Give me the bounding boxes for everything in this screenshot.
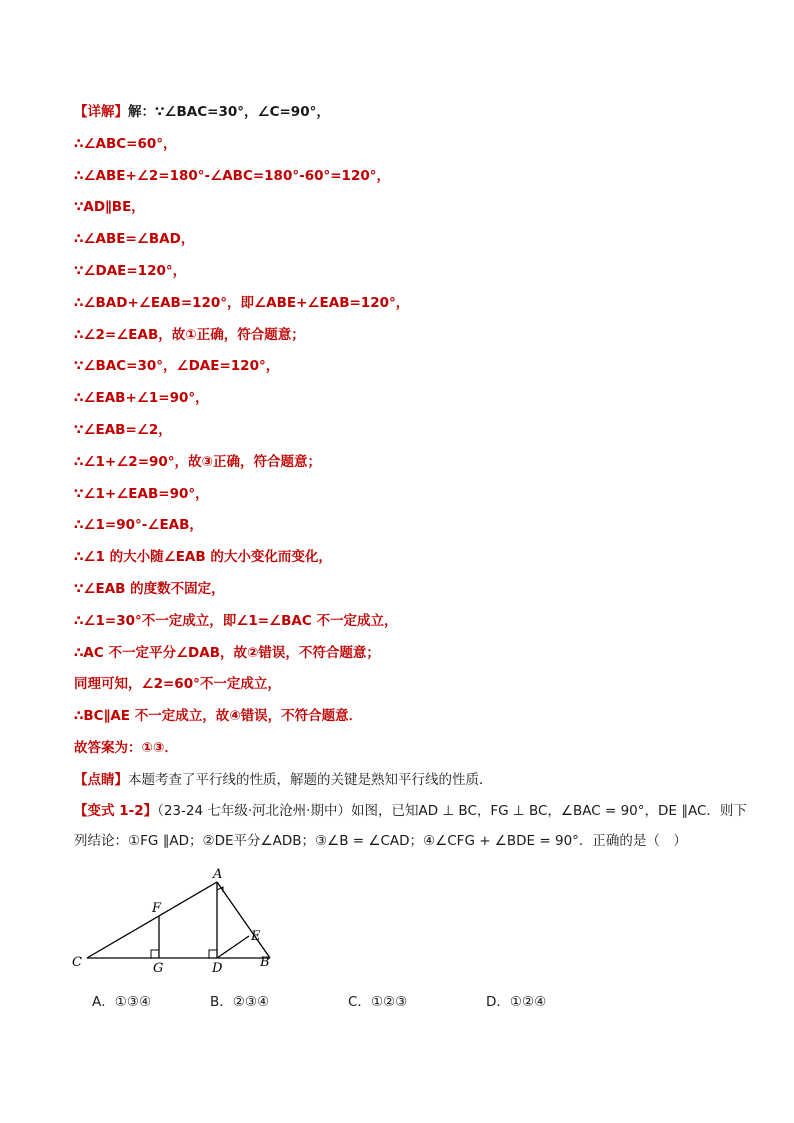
question-text-1: 如图，已知AD ⊥ BC，FG ⊥ BC，∠BAC = 90°，DE ∥AC．则下	[350, 802, 747, 819]
label-a: A	[213, 867, 223, 882]
option-text: ①②④	[509, 994, 547, 1010]
label-e: E	[251, 929, 261, 944]
solution-heading: 【详解】	[74, 104, 128, 120]
option-letter: C．	[348, 994, 371, 1010]
solution-line: ∵∠BAC=30°，∠DAE=120°，	[74, 358, 280, 375]
solution-line: ∴∠ABC=60°，	[74, 135, 177, 152]
question-source: （23-24 七年级·河北沧州·期中）	[157, 802, 351, 819]
solution-line: ∴∠ABE=∠BAD，	[74, 231, 195, 248]
answer-line: 故答案为：①③．	[74, 739, 178, 756]
solution-line: ∵∠DAE=120°，	[74, 262, 187, 279]
solution-line: ∵∠EAB=∠2，	[74, 421, 172, 438]
solution-line: ∴∠BAD+∠EAB=120°，即∠ABE+∠EAB=120°，	[74, 294, 410, 311]
option-a[interactable]	[92, 990, 151, 1010]
solution-line: ∴∠1 的大小随∠EAB 的大小变化而变化，	[74, 549, 332, 566]
line-ca	[87, 882, 217, 958]
solution-line: ∴∠2=∠EAB，故①正确，符合题意；	[74, 326, 305, 343]
option-b[interactable]	[210, 990, 269, 1010]
line-de	[217, 936, 249, 958]
option-d[interactable]	[486, 990, 546, 1010]
option-letter: B．	[210, 994, 233, 1010]
line-ab	[217, 882, 270, 958]
option-letter: D．	[486, 994, 510, 1010]
label-f: F	[152, 901, 162, 916]
label-c: C	[72, 955, 82, 970]
geometry-figure	[70, 862, 290, 977]
solution-line: ∴AC 不一定平分∠DAB，故②错误，不符合题意；	[74, 644, 380, 661]
right-angle-g	[151, 950, 159, 958]
comment-heading: 【点睛】	[74, 771, 128, 788]
answer-options	[92, 990, 692, 1014]
solution-line: ∵∠1+∠EAB=90°，	[74, 485, 209, 502]
solution-line: ∵AD∥BE，	[74, 199, 145, 216]
option-letter: A．	[92, 994, 115, 1010]
solution-line: ∴∠ABE+∠2=180°-∠ABC=180°-60°=120°，	[74, 167, 390, 184]
option-text: ②③④	[232, 994, 270, 1010]
solution-line: 同理可知，∠2=60°不一定成立，	[74, 676, 281, 693]
solution-line: ∴∠1=90°-∠EAB，	[74, 517, 203, 534]
label-d: D	[212, 961, 223, 976]
right-angle-d	[209, 950, 217, 958]
option-c[interactable]	[348, 990, 407, 1010]
question-tag: 【变式 1-2】	[74, 802, 158, 819]
option-text: ①②③	[370, 994, 408, 1010]
triangle-diagram	[70, 862, 290, 977]
solution-line: ∴∠EAB+∠1=90°，	[74, 390, 209, 407]
solution-block	[74, 100, 747, 859]
solution-line: ∴∠1+∠2=90°，故③正确，符合题意；	[74, 453, 321, 470]
question-line-1	[74, 799, 747, 829]
solution-text: 解：∵∠BAC=30°，∠C=90°，	[128, 104, 330, 120]
comment-line	[74, 768, 734, 797]
label-g: G	[153, 961, 164, 976]
label-b: B	[260, 955, 270, 970]
solution-line-1	[74, 100, 734, 132]
option-text: ①③④	[114, 994, 152, 1010]
solution-line: ∵∠EAB 的度数不固定，	[74, 580, 225, 597]
solution-line: ∴BC∥AE 不一定成立，故④错误，不符合题意．	[74, 708, 363, 725]
comment-text: 本题考查了平行线的性质，解题的关键是熟知平行线的性质．	[128, 771, 493, 788]
solution-line: ∴∠1=30°不一定成立，即∠1=∠BAC 不一定成立，	[74, 612, 398, 629]
question-line-2: 列结论：①FG ∥AD；②DE平分∠ADB；③∠B = ∠CAD；④∠CFG + ∠BDE = 90°．正确的是（ ）	[74, 832, 687, 849]
